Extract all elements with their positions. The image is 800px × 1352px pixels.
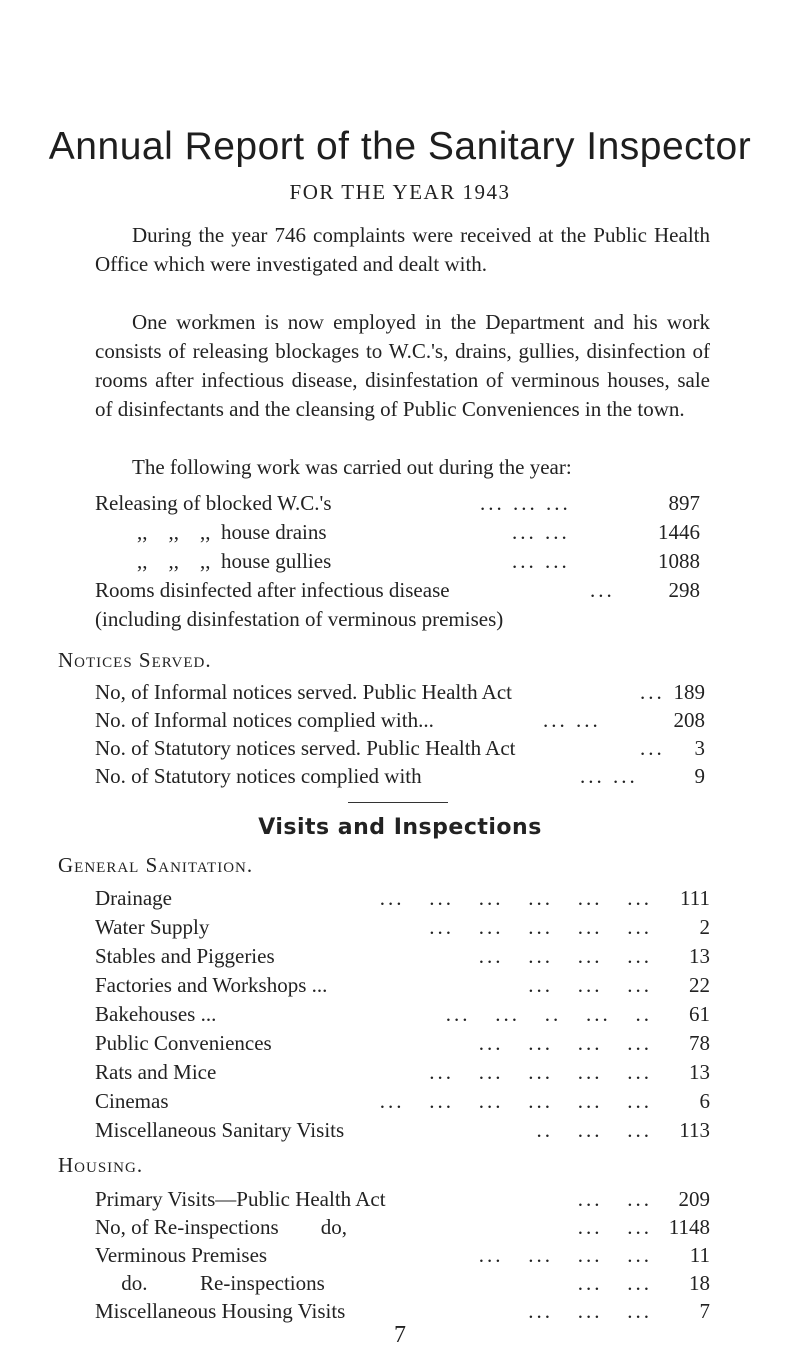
work-row <box>95 578 710 608</box>
notice-row-value: 9 <box>694 764 705 788</box>
visits-heading: Visits and Inspections <box>258 815 542 840</box>
sanitation-row-value: 6 <box>699 1089 710 1113</box>
sanitation-row-dots: ... ... ... ... <box>478 1031 652 1055</box>
sanitation-row-value: 113 <box>679 1118 710 1142</box>
sanitation-row-label: Public Conveniences <box>95 1031 272 1055</box>
notice-row-value: 189 <box>673 680 705 704</box>
sanitation-row <box>95 886 710 916</box>
work-intro: The following work was carried out during the year: <box>132 455 572 479</box>
sanitation-row-label: Drainage <box>95 886 172 910</box>
sanitation-row <box>95 1002 710 1032</box>
work-row-label: Releasing of blocked W.C.'s <box>95 491 332 515</box>
work-row <box>137 549 710 579</box>
sanitation-row-dots: ... ... ... ... ... ... <box>379 886 652 910</box>
intro-paragraph: During the year 746 complaints were received at the Public Health Office which were investigated and dealt with. <box>95 223 710 276</box>
section-divider <box>348 802 448 803</box>
sanitation-row-label: Factories and Workshops ... <box>95 973 328 997</box>
sanitation-row-label: Bakehouses ... <box>95 1002 217 1026</box>
sanitation-row-value: 111 <box>680 886 710 910</box>
sanitation-row-label: Miscellaneous Sanitary Visits <box>95 1118 345 1142</box>
sanitation-row-dots: ... ... .. ... .. <box>445 1002 652 1026</box>
notice-row <box>95 736 710 766</box>
housing-heading: Housing. <box>58 1153 144 1177</box>
work-row-dots: ... <box>590 578 615 602</box>
notice-row <box>95 764 710 794</box>
page-subtitle: FOR THE YEAR 1943 <box>289 180 511 204</box>
sanitation-row-value: 22 <box>689 973 710 997</box>
housing-row-dots: ... ... <box>577 1215 652 1239</box>
notice-row-dots: ... <box>640 736 665 760</box>
housing-row-value: 7 <box>699 1299 710 1323</box>
notice-row-label: No. of Informal notices complied with... <box>95 708 434 732</box>
notice-row <box>95 708 710 738</box>
housing-row <box>95 1271 710 1301</box>
notice-row-value: 3 <box>694 736 705 760</box>
sanitation-row-label: Cinemas <box>95 1089 169 1113</box>
sanitation-row-value: 78 <box>689 1031 710 1055</box>
sanitation-row-dots: ... ... ... ... ... ... <box>379 1089 652 1113</box>
housing-row <box>95 1243 710 1273</box>
page-number: 7 <box>394 1322 406 1348</box>
page-title: Annual Report of the Sanitary Inspector <box>48 125 752 168</box>
work-row-dots: ... ... ... <box>480 491 571 515</box>
housing-row-dots: ... ... ... <box>528 1299 652 1323</box>
housing-row-label: No, of Re-inspections do, <box>95 1215 347 1239</box>
notice-row <box>95 680 710 710</box>
sanitation-row <box>95 1089 710 1119</box>
notice-row-label: No, of Informal notices served. Public Health Act <box>95 680 512 704</box>
sanitation-row <box>95 1118 710 1148</box>
sanitation-row-value: 13 <box>689 1060 710 1084</box>
housing-row-label: Miscellaneous Housing Visits <box>95 1299 346 1323</box>
work-row-value: 298 <box>668 578 700 602</box>
housing-row-value: 18 <box>689 1271 710 1295</box>
staff-paragraph: One workmen is now employed in the Department and his work consists of releasing blockages to W.C.'s, drains, gullies, disinfection of rooms after infectious disease, disinfestation of verminous houses, sale of disinfectants and the cleansing of Public Conveniences in the town. <box>95 310 710 421</box>
work-row-value: 897 <box>668 491 700 515</box>
notice-row-dots: ... ... <box>580 764 638 788</box>
work-row-label: ,, ,, ,, house gullies <box>137 549 332 573</box>
sanitation-row-value: 61 <box>689 1002 710 1026</box>
sanitation-row-dots: ... ... ... ... ... <box>429 915 652 939</box>
work-row <box>95 491 710 521</box>
housing-row-label: Verminous Premises <box>95 1243 268 1267</box>
sanitation-row-label: Rats and Mice <box>95 1060 217 1084</box>
housing-row <box>95 1187 710 1217</box>
sanitation-row-dots: ... ... ... ... <box>478 944 652 968</box>
housing-row-dots: ... ... <box>577 1271 652 1295</box>
notice-row-label: No. of Statutory notices complied with <box>95 764 422 788</box>
sanitation-row <box>95 973 710 1003</box>
sanitation-row-dots: ... ... ... <box>528 973 652 997</box>
sanitation-row <box>95 915 710 945</box>
sanitation-row <box>95 1060 710 1090</box>
sanitation-row-value: 2 <box>699 915 710 939</box>
work-row <box>137 520 710 550</box>
general-sanitation-heading: General Sanitation. <box>58 853 254 877</box>
housing-row-value: 11 <box>689 1243 710 1267</box>
notices-heading: Notices Served. <box>58 648 212 672</box>
work-note-text: (including disinfestation of verminous premises) <box>95 607 504 631</box>
sanitation-row <box>95 944 710 974</box>
sanitation-row-dots: .. ... ... <box>536 1118 652 1142</box>
housing-row-value: 209 <box>678 1187 710 1211</box>
notice-row-label: No. of Statutory notices served. Public Health Act <box>95 736 516 760</box>
housing-row-label: Primary Visits—Public Health Act <box>95 1187 386 1211</box>
sanitation-row-label: Stables and Piggeries <box>95 944 275 968</box>
sanitation-row-value: 13 <box>689 944 710 968</box>
housing-row-dots: ... ... <box>577 1187 652 1211</box>
work-note <box>95 607 710 637</box>
work-row-dots: ... ... <box>512 549 570 573</box>
work-row-label: ,, ,, ,, house drains <box>137 520 327 544</box>
housing-row <box>95 1215 710 1245</box>
housing-row-dots: ... ... ... ... <box>478 1243 652 1267</box>
work-row-label: Rooms disinfected after infectious disease <box>95 578 450 602</box>
sanitation-row-label: Water Supply <box>95 915 210 939</box>
work-row-value: 1446 <box>658 520 700 544</box>
notice-row-dots: ... <box>640 680 665 704</box>
notice-row-dots: ... ... <box>543 708 601 732</box>
housing-row-label: do. Re-inspections <box>95 1271 325 1295</box>
notice-row-value: 208 <box>673 708 705 732</box>
sanitation-row-dots: ... ... ... ... ... <box>429 1060 652 1084</box>
housing-row-value: 1148 <box>668 1215 710 1239</box>
work-row-dots: ... ... <box>512 520 570 544</box>
sanitation-row <box>95 1031 710 1061</box>
work-row-value: 1088 <box>658 549 700 573</box>
